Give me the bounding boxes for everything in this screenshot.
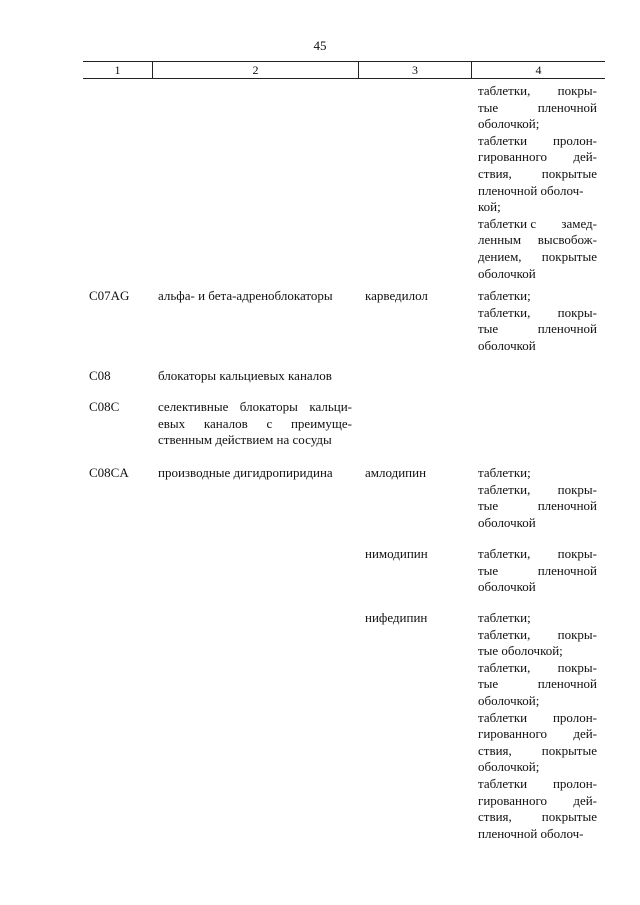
header-col-3: 3: [412, 63, 418, 77]
atc-code: C08: [89, 368, 111, 383]
dosage-form-line: таблетки пролон-: [478, 709, 597, 725]
drug-name: амлодипин: [365, 465, 427, 480]
dosage-form-line: гированного дей-: [478, 792, 597, 808]
atc-code: C08CA: [89, 465, 129, 480]
dosage-form-line: таблетки, покры-: [478, 659, 597, 675]
dosage-form-line: тые пленочной: [478, 99, 597, 115]
dosage-form-line: таблетки, покры-: [478, 481, 597, 497]
pharmacological-group: блокаторы кальциевых каналов: [158, 368, 332, 383]
pharmacological-group: альфа- и бета-адреноблокаторы: [158, 288, 333, 303]
dosage-form-line: тые пленочной: [478, 498, 597, 514]
dosage-form-line: таблетки;: [478, 288, 531, 303]
dosage-form-line: ствия, покрытые: [478, 742, 597, 758]
atc-code: [89, 610, 149, 627]
table-header: [83, 61, 605, 79]
dosage-form-line: тые пленочной: [478, 321, 597, 337]
drug-name: нимодипин: [365, 546, 428, 561]
drug-name: [365, 368, 465, 385]
dosage-form-line: оболочкой: [478, 579, 536, 595]
dosage-forms: [478, 610, 597, 842]
dosage-form-line: таблетки, покры-: [478, 304, 597, 320]
atc-code: [89, 83, 149, 100]
drug-name: нифедипин: [365, 610, 428, 625]
dosage-form-line: оболочкой;: [478, 759, 540, 775]
dosage-form-line: оболочкой: [478, 514, 536, 530]
dosage-form-line: дением, покрытые: [478, 248, 597, 264]
drug-name: [365, 83, 465, 100]
dosage-form-line: оболочкой;: [478, 692, 540, 708]
pharmacological-group: производные дигидропиридина: [158, 465, 333, 480]
dosage-form-line: таблетки пролон-: [478, 132, 597, 148]
dosage-form-line: тые оболочкой;: [478, 643, 563, 659]
header-col-1: 1: [114, 63, 121, 77]
dosage-form-line: таблетки, покры-: [478, 83, 597, 98]
dosage-form-line: таблетки, покры-: [478, 626, 597, 642]
dosage-forms: [478, 465, 597, 531]
atc-code: C08C: [89, 399, 120, 414]
dosage-form-line: оболочкой;: [478, 116, 540, 132]
atc-code: [89, 546, 149, 563]
dosage-form-line: таблетки;: [478, 465, 531, 480]
dosage-form-line: таблетки;: [478, 610, 531, 625]
dosage-form-line: гированного дей-: [478, 726, 597, 742]
drug-name: карведилол: [365, 288, 428, 303]
drug-name: [365, 399, 465, 416]
atc-code: C07AG: [89, 288, 130, 303]
dosage-form-line: ленным высвобож-: [478, 232, 597, 248]
pharmacological-group: селективные блокаторы кальци- евых каналов с преимуще- ственным действием на сосуды: [158, 399, 352, 448]
dosage-forms: [478, 288, 597, 354]
dosage-form-line: пленочной оболоч-: [478, 825, 584, 841]
dosage-form-line: тые пленочной: [478, 562, 597, 578]
dosage-form-line: таблетки с замед-: [478, 215, 597, 231]
dosage-form-line: оболочкой: [478, 265, 536, 281]
dosage-form-line: гированного дей-: [478, 149, 597, 165]
dosage-form-line: таблетки, покры-: [478, 546, 597, 561]
dosage-form-line: таблетки пролон-: [478, 775, 597, 791]
dosage-forms: [478, 546, 597, 596]
dosage-form-line: оболочкой: [478, 337, 536, 353]
dosage-form-line: кой;: [478, 199, 501, 215]
dosage-forms: [478, 83, 597, 282]
page-number: 45: [313, 38, 327, 53]
dosage-form-line: ствия, покрытые: [478, 809, 597, 825]
header-col-4: 4: [535, 63, 542, 77]
header-col-2: 2: [252, 63, 259, 77]
dosage-form-line: пленочной оболоч-: [478, 182, 584, 198]
dosage-form-line: ствия, покрытые: [478, 165, 597, 181]
dosage-form-line: тые пленочной: [478, 676, 597, 692]
